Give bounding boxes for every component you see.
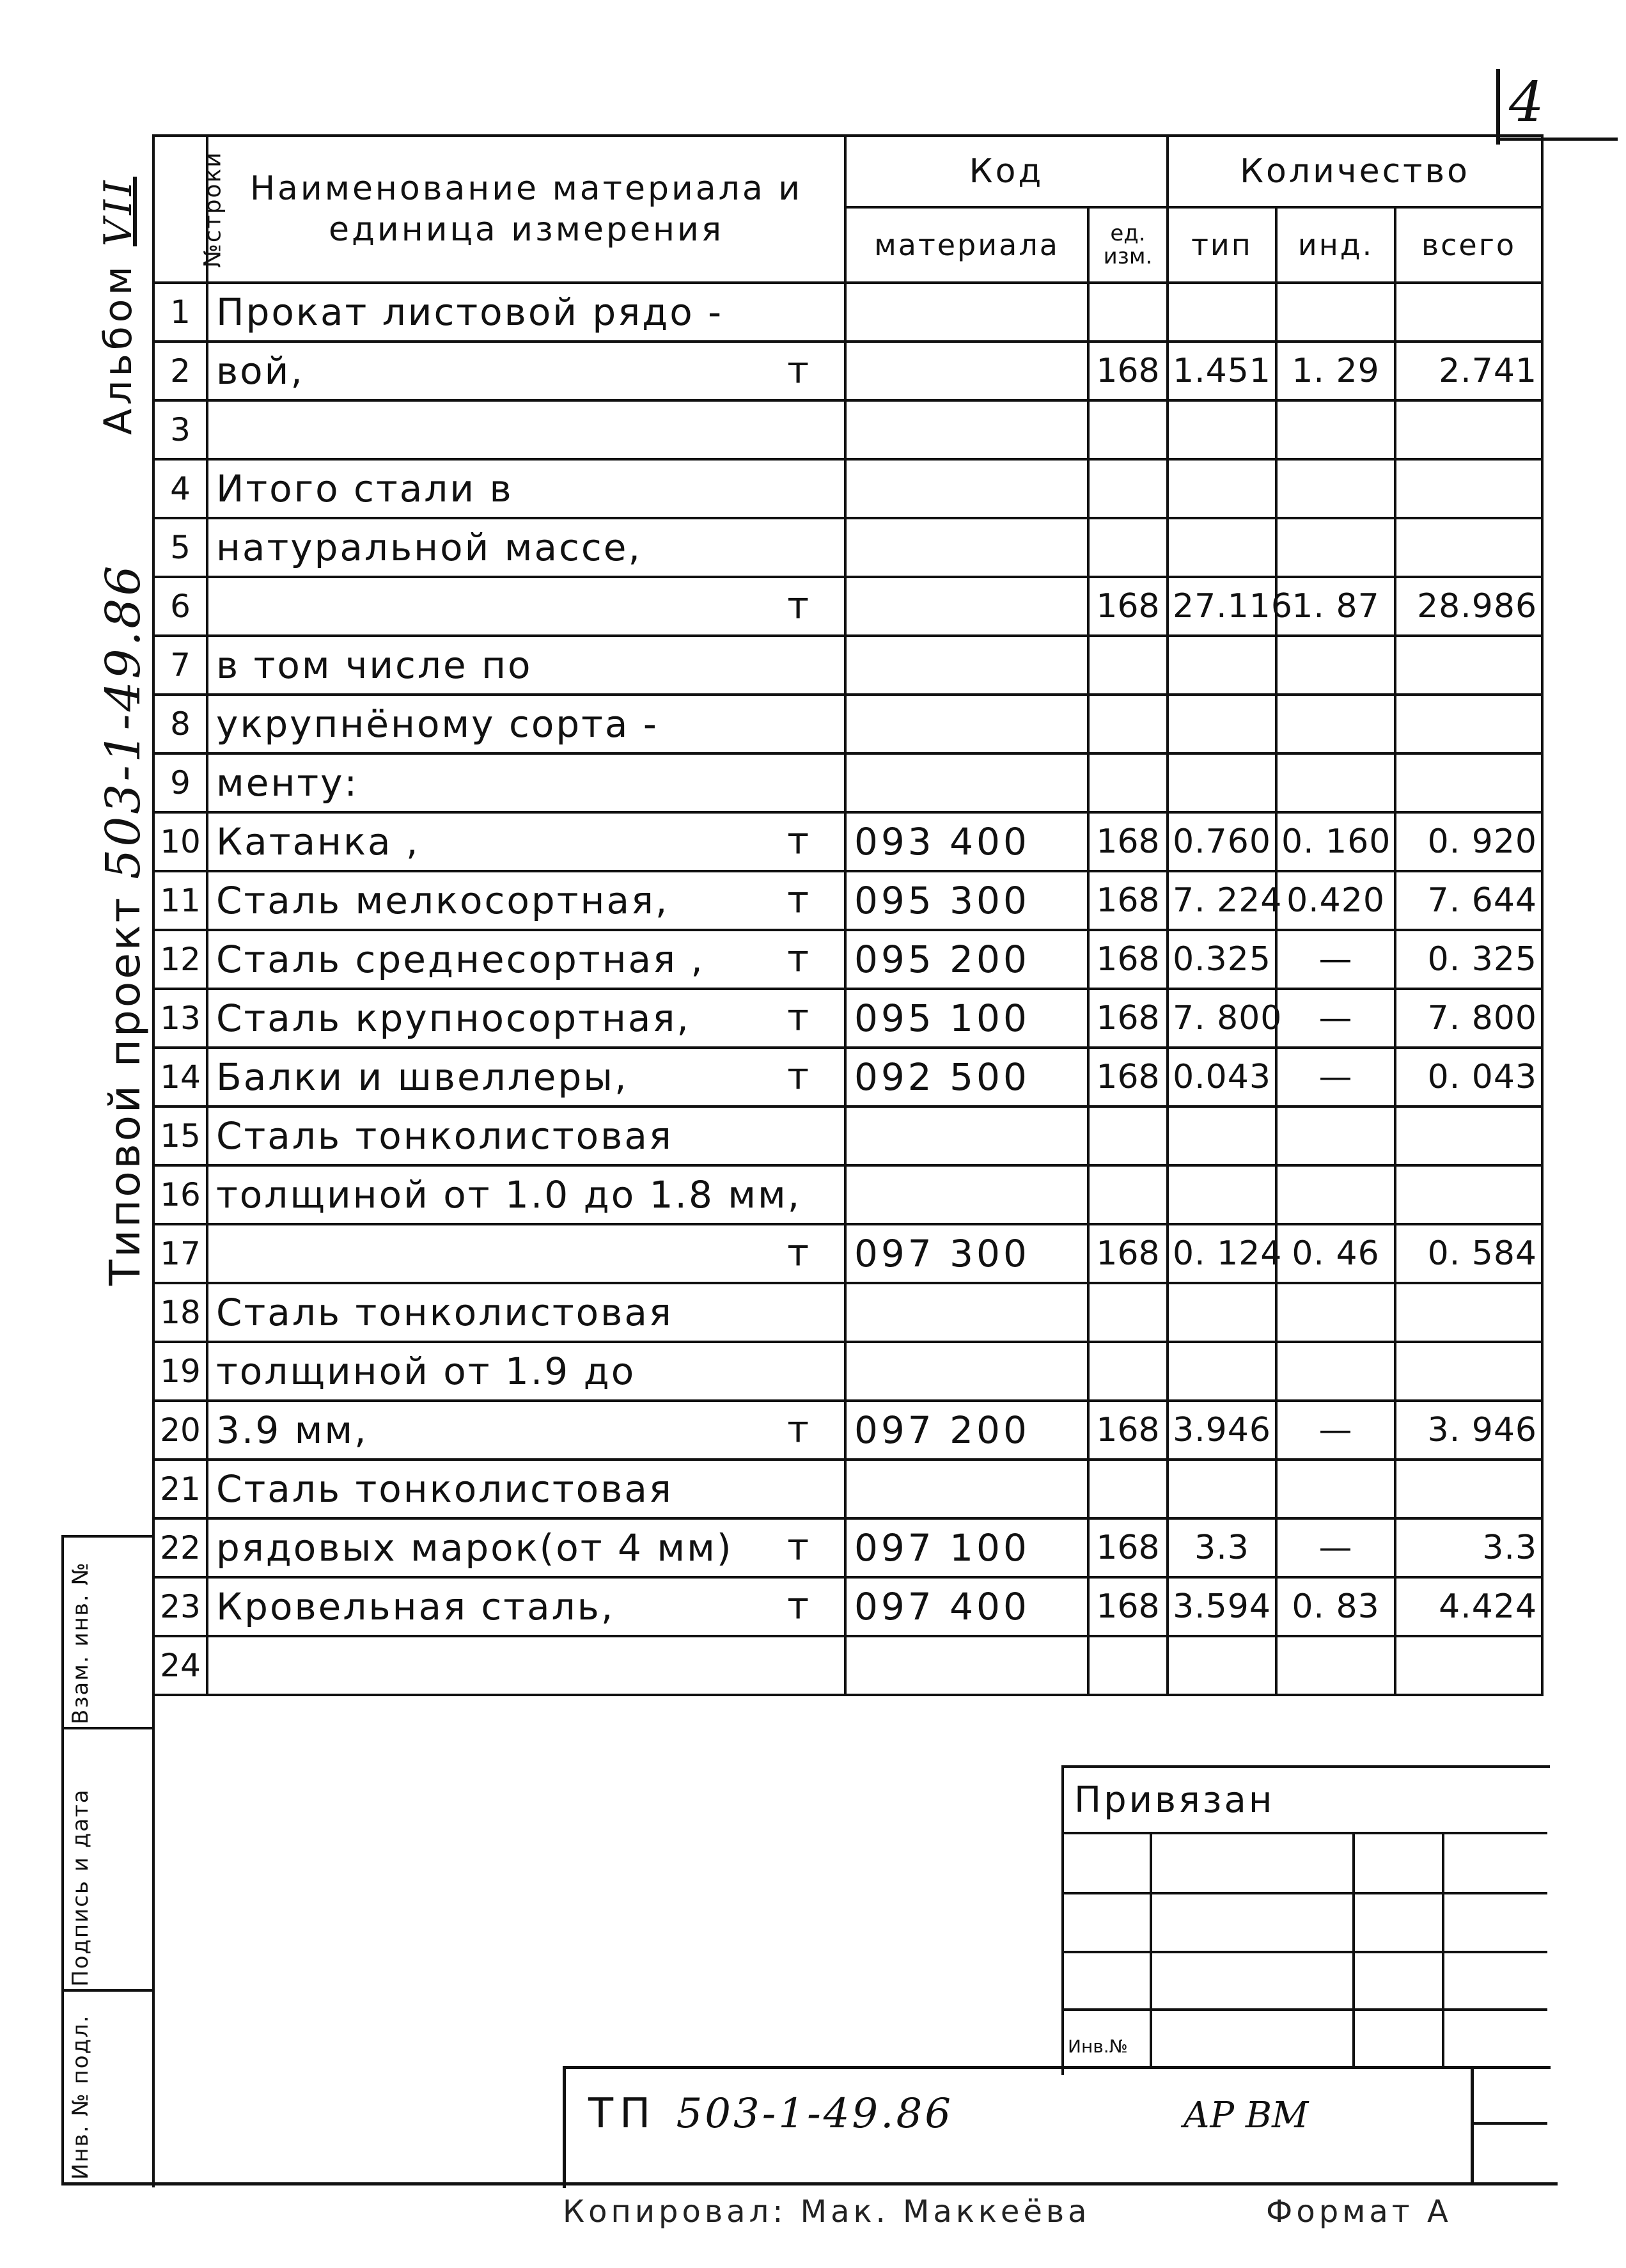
row-number-cell: 8: [153, 695, 207, 753]
table-body: [153, 283, 1542, 1695]
table-row: [153, 1518, 1542, 1577]
material-code-cell: [845, 459, 1088, 518]
table-row: [153, 283, 1542, 342]
table-row: [153, 636, 1542, 695]
material-name-text: Сталь тонколистовая: [216, 1467, 673, 1511]
material-code-cell: [845, 695, 1088, 753]
qty-total-cell: [1395, 753, 1542, 812]
qty-total-cell: 7. 644: [1395, 871, 1542, 930]
material-name-cell: [207, 577, 845, 636]
measure-unit: т: [787, 1054, 811, 1098]
unit-code-cell: [1088, 1460, 1168, 1518]
material-name-cell: [207, 1518, 845, 1577]
material-code-cell: [845, 1165, 1088, 1224]
qty-total-cell: [1395, 1106, 1542, 1165]
row-number-cell: 3: [153, 400, 207, 459]
unit-code-cell: [1088, 459, 1168, 518]
row-number-cell: 14: [153, 1048, 207, 1106]
unit-code-cell: 168: [1088, 930, 1168, 989]
qty-ind-cell: [1276, 283, 1395, 342]
qty-total-cell: 0. 325: [1395, 930, 1542, 989]
material-name-cell: [207, 1636, 845, 1695]
row-number-cell: 18: [153, 1283, 207, 1342]
material-code-cell: [845, 342, 1088, 400]
material-name-cell: [207, 1342, 845, 1401]
material-name-text: толщиной от 1.0 до 1.8 мм,: [216, 1173, 802, 1217]
qty-typ-cell: 27.116: [1168, 577, 1276, 636]
table-row: [153, 1283, 1542, 1342]
material-name-cell: [207, 989, 845, 1048]
row-number-cell: 1: [153, 283, 207, 342]
qty-typ-cell: [1168, 459, 1276, 518]
qty-total-cell: 0. 584: [1395, 1224, 1542, 1283]
measure-unit: т: [787, 583, 811, 627]
material-name-cell: [207, 283, 845, 342]
qty-total-cell: 0. 043: [1395, 1048, 1542, 1106]
material-name-text: Сталь тонколистовая: [216, 1291, 673, 1334]
material-name-text: толщиной от 1.9 до: [216, 1350, 636, 1393]
material-name-cell: [207, 1577, 845, 1636]
binding-grid-line: [1061, 1832, 1547, 1834]
table-row: [153, 342, 1542, 400]
binding-grid-line: [1442, 1832, 1444, 2066]
measure-unit: т: [787, 1584, 811, 1628]
title-block-code: [588, 2090, 953, 2138]
material-name-text: Кровельная сталь,: [216, 1585, 615, 1628]
qty-ind-cell: —: [1276, 1401, 1395, 1460]
table-row: [153, 1106, 1542, 1165]
qty-typ-cell: [1168, 518, 1276, 577]
material-code-cell: [845, 753, 1088, 812]
table-row: [153, 577, 1542, 636]
row-number-cell: 7: [153, 636, 207, 695]
table-row: [153, 1577, 1542, 1636]
row-number-cell: 2: [153, 342, 207, 400]
row-number-cell: 9: [153, 753, 207, 812]
measure-unit: т: [787, 1231, 811, 1275]
material-name-text: Сталь тонколистовая: [216, 1114, 673, 1158]
material-code-cell: 097 400: [845, 1577, 1088, 1636]
album-label: [96, 177, 141, 435]
material-code-cell: 097 100: [845, 1518, 1088, 1577]
row-number-cell: 16: [153, 1165, 207, 1224]
material-name-text: Прокат листовой рядо -: [216, 290, 724, 334]
qty-total-cell: [1395, 1342, 1542, 1401]
sheet-number: 4: [1509, 70, 1544, 134]
qty-ind-cell: —: [1276, 1048, 1395, 1106]
row-number-cell: 5: [153, 518, 207, 577]
qty-typ-cell: 3.3: [1168, 1518, 1276, 1577]
qty-total-cell: [1395, 459, 1542, 518]
table-row: [153, 518, 1542, 577]
table-row: [153, 1460, 1542, 1518]
row-number-cell: 24: [153, 1636, 207, 1695]
qty-typ-cell: [1168, 1283, 1276, 1342]
material-name-text: рядовых марок(от 4 мм): [216, 1526, 733, 1570]
unit-code-cell: 168: [1088, 342, 1168, 400]
material-code-cell: [845, 400, 1088, 459]
material-name-text: вой,: [216, 349, 304, 393]
unit-code-cell: [1088, 695, 1168, 753]
qty-ind-cell: [1276, 518, 1395, 577]
qty-typ-cell: [1168, 695, 1276, 753]
measure-unit: т: [787, 819, 811, 863]
header-qty-ind: инд.: [1276, 207, 1395, 283]
unit-code-cell: 168: [1088, 1224, 1168, 1283]
measure-unit: т: [787, 1525, 811, 1569]
title-block-number: 503-1-49.86: [676, 2090, 953, 2138]
table-row: [153, 930, 1542, 989]
qty-total-cell: 0. 920: [1395, 812, 1542, 871]
measure-unit: т: [787, 995, 811, 1039]
material-name-text: Сталь крупносортная,: [216, 996, 691, 1040]
material-code-cell: 095 300: [845, 871, 1088, 930]
qty-total-cell: [1395, 518, 1542, 577]
qty-typ-cell: [1168, 1342, 1276, 1401]
table-row: [153, 1636, 1542, 1695]
material-name-cell: [207, 518, 845, 577]
material-name-cell: [207, 812, 845, 871]
material-name-text: Сталь среднесортная ,: [216, 938, 705, 981]
row-number-cell: 11: [153, 871, 207, 930]
table-row: [153, 1048, 1542, 1106]
qty-total-cell: [1395, 400, 1542, 459]
qty-typ-cell: 1.451: [1168, 342, 1276, 400]
unit-code-cell: [1088, 1342, 1168, 1401]
qty-ind-cell: [1276, 1283, 1395, 1342]
row-number-cell: 23: [153, 1577, 207, 1636]
qty-total-cell: 7. 800: [1395, 989, 1542, 1048]
qty-ind-cell: [1276, 1106, 1395, 1165]
row-number-cell: 6: [153, 577, 207, 636]
row-number-cell: 10: [153, 812, 207, 871]
unit-code-cell: [1088, 400, 1168, 459]
row-number-cell: 19: [153, 1342, 207, 1401]
header-code-unit: ед. изм.: [1088, 207, 1168, 283]
row-number-cell: 13: [153, 989, 207, 1048]
qty-total-cell: 3.3: [1395, 1518, 1542, 1577]
qty-total-cell: [1395, 695, 1542, 753]
unit-code-cell: 168: [1088, 812, 1168, 871]
materials-table: [152, 134, 1544, 1696]
qty-typ-cell: [1168, 283, 1276, 342]
qty-ind-cell: 0.420: [1276, 871, 1395, 930]
qty-ind-cell: 1. 29: [1276, 342, 1395, 400]
qty-total-cell: [1395, 1165, 1542, 1224]
header-name: Наименование материала и единица измерения: [207, 136, 845, 283]
table-row: [153, 812, 1542, 871]
qty-typ-cell: 0.760: [1168, 812, 1276, 871]
project-number: 503-1-49.86: [96, 563, 151, 879]
qty-ind-cell: [1276, 753, 1395, 812]
table-row: [153, 1224, 1542, 1283]
project-label-text: Типовой проект: [100, 895, 150, 1286]
table-row: [153, 400, 1542, 459]
table-row: [153, 989, 1542, 1048]
material-code-cell: [845, 1283, 1088, 1342]
measure-unit: т: [787, 936, 811, 980]
binding-grid-line: [1061, 2008, 1547, 2011]
material-name-cell: [207, 695, 845, 753]
unit-code-cell: [1088, 283, 1168, 342]
qty-typ-cell: 3.946: [1168, 1401, 1276, 1460]
binding-grid-line: [1061, 1892, 1547, 1894]
qty-ind-cell: [1276, 636, 1395, 695]
material-name-cell: [207, 342, 845, 400]
binding-grid-line: [1352, 1832, 1355, 2066]
material-name-cell: [207, 400, 845, 459]
material-name-text: укрупнёному сорта -: [216, 702, 659, 746]
qty-typ-cell: [1168, 753, 1276, 812]
measure-unit: т: [787, 348, 811, 392]
stamp-inv-podl: Инв. № подл.: [61, 1989, 152, 2185]
header-qty-typ: тип: [1168, 207, 1276, 283]
qty-ind-cell: 0. 46: [1276, 1224, 1395, 1283]
material-name-text: натуральной массе,: [216, 526, 642, 569]
qty-ind-cell: [1276, 1165, 1395, 1224]
footer-format: Формат А: [1266, 2194, 1452, 2230]
material-name-cell: [207, 1048, 845, 1106]
qty-ind-cell: [1276, 459, 1395, 518]
binding-inv-label: Инв.№: [1068, 2036, 1128, 2057]
unit-code-cell: 168: [1088, 1401, 1168, 1460]
qty-typ-cell: 3.594: [1168, 1577, 1276, 1636]
unit-code-cell: [1088, 518, 1168, 577]
measure-unit: т: [787, 878, 811, 922]
album-number: VII: [96, 177, 141, 247]
binding-title: Привязан: [1074, 1779, 1275, 1821]
material-code-cell: [845, 518, 1088, 577]
material-name-text: в том числе по: [216, 643, 533, 687]
material-code-cell: [845, 283, 1088, 342]
title-block-doc-mark: АР ВМ: [1183, 2095, 1309, 2136]
qty-typ-cell: 0. 124: [1168, 1224, 1276, 1283]
material-name-cell: [207, 459, 845, 518]
unit-code-cell: [1088, 1636, 1168, 1695]
qty-ind-cell: [1276, 400, 1395, 459]
header-code-material: материала: [845, 207, 1088, 283]
material-code-cell: 092 500: [845, 1048, 1088, 1106]
footer-copied: Копировал: Мак. Маккеёва: [563, 2194, 1091, 2230]
qty-total-cell: [1395, 636, 1542, 695]
unit-code-cell: 168: [1088, 871, 1168, 930]
qty-total-cell: 28.986: [1395, 577, 1542, 636]
qty-typ-cell: [1168, 636, 1276, 695]
table-row: [153, 753, 1542, 812]
qty-ind-cell: 1. 87: [1276, 577, 1395, 636]
qty-ind-cell: 0. 160: [1276, 812, 1395, 871]
material-name-cell: [207, 753, 845, 812]
title-block-divider: [1471, 2066, 1474, 2185]
qty-typ-cell: [1168, 1460, 1276, 1518]
qty-typ-cell: [1168, 400, 1276, 459]
material-name-cell: [207, 871, 845, 930]
material-code-cell: 097 200: [845, 1401, 1088, 1460]
unit-code-cell: 168: [1088, 1048, 1168, 1106]
qty-ind-cell: —: [1276, 989, 1395, 1048]
material-name-cell: [207, 1283, 845, 1342]
qty-total-cell: 4.424: [1395, 1577, 1542, 1636]
qty-typ-cell: 0.325: [1168, 930, 1276, 989]
material-code-cell: [845, 577, 1088, 636]
material-name-text: Сталь мелкосортная,: [216, 879, 669, 922]
table-row: [153, 1165, 1542, 1224]
unit-code-cell: 168: [1088, 1518, 1168, 1577]
unit-code-cell: [1088, 1283, 1168, 1342]
unit-code-cell: 168: [1088, 577, 1168, 636]
unit-code-cell: [1088, 1106, 1168, 1165]
material-name-cell: [207, 1401, 845, 1460]
stamp-frame-inner: [152, 1599, 155, 2187]
qty-ind-cell: —: [1276, 1518, 1395, 1577]
qty-total-cell: [1395, 1636, 1542, 1695]
qty-typ-cell: 7. 224: [1168, 871, 1276, 930]
material-name-cell: [207, 636, 845, 695]
header-qty-total: всего: [1395, 207, 1542, 283]
qty-ind-cell: —: [1276, 930, 1395, 989]
row-number-cell: 21: [153, 1460, 207, 1518]
title-block-prefix: ТП: [588, 2090, 657, 2138]
material-code-cell: [845, 1636, 1088, 1695]
unit-code-cell: [1088, 1165, 1168, 1224]
binding-grid-line: [1061, 1951, 1547, 1953]
row-number-cell: 22: [153, 1518, 207, 1577]
row-number-cell: 17: [153, 1224, 207, 1283]
row-number-cell: 20: [153, 1401, 207, 1460]
material-name-cell: [207, 1165, 845, 1224]
qty-typ-cell: 7. 800: [1168, 989, 1276, 1048]
qty-total-cell: 2.741: [1395, 342, 1542, 400]
qty-ind-cell: [1276, 1460, 1395, 1518]
material-name-text: Балки и швеллеры,: [216, 1055, 629, 1099]
unit-code-cell: [1088, 636, 1168, 695]
qty-ind-cell: 0. 83: [1276, 1577, 1395, 1636]
header-code-group: Код: [845, 136, 1168, 207]
material-name-text: Катанка ,: [216, 820, 420, 863]
material-name-text: менту:: [216, 761, 359, 805]
project-label: [96, 563, 151, 1286]
unit-code-cell: 168: [1088, 1577, 1168, 1636]
table-row: [153, 871, 1542, 930]
row-number-cell: 12: [153, 930, 207, 989]
material-name-cell: [207, 1460, 845, 1518]
unit-code-cell: 168: [1088, 989, 1168, 1048]
sheet-number-divider: [1496, 69, 1500, 145]
qty-ind-cell: [1276, 1636, 1395, 1695]
material-code-cell: 095 200: [845, 930, 1088, 989]
qty-total-cell: [1395, 1283, 1542, 1342]
table-row: [153, 1342, 1542, 1401]
table-header: [153, 136, 1542, 283]
binding-grid-line: [1150, 1832, 1152, 2066]
stamp-signature-date: Подпись и дата: [61, 1727, 152, 1992]
header-quantity-group: Количество: [1168, 136, 1542, 207]
qty-typ-cell: [1168, 1165, 1276, 1224]
measure-unit: т: [787, 1407, 811, 1451]
header-row-no: №строки: [153, 136, 207, 283]
material-code-cell: [845, 1342, 1088, 1401]
qty-typ-cell: [1168, 1636, 1276, 1695]
qty-ind-cell: [1276, 695, 1395, 753]
material-name-text: Итого стали в: [216, 467, 513, 510]
material-code-cell: 097 300: [845, 1224, 1088, 1283]
qty-total-cell: [1395, 283, 1542, 342]
qty-total-cell: 3. 946: [1395, 1401, 1542, 1460]
stamp-vzam-inv: Взам. инв. №: [61, 1535, 152, 1729]
row-number-cell: 4: [153, 459, 207, 518]
qty-total-cell: [1395, 1460, 1542, 1518]
unit-code-cell: [1088, 753, 1168, 812]
table-row: [153, 1401, 1542, 1460]
material-code-cell: 095 100: [845, 989, 1088, 1048]
table-row: [153, 695, 1542, 753]
material-code-cell: 093 400: [845, 812, 1088, 871]
album-label-text: Альбом: [96, 262, 141, 435]
qty-ind-cell: [1276, 1342, 1395, 1401]
material-code-cell: [845, 1460, 1088, 1518]
material-name-cell: [207, 930, 845, 989]
table-row: [153, 459, 1542, 518]
qty-typ-cell: [1168, 1106, 1276, 1165]
qty-typ-cell: 0.043: [1168, 1048, 1276, 1106]
material-code-cell: [845, 636, 1088, 695]
material-name-cell: [207, 1106, 845, 1165]
material-name-cell: [207, 1224, 845, 1283]
material-name-text: 3.9 мм,: [216, 1408, 368, 1452]
title-block-divider: [1471, 2122, 1547, 2125]
material-code-cell: [845, 1106, 1088, 1165]
row-number-cell: 15: [153, 1106, 207, 1165]
